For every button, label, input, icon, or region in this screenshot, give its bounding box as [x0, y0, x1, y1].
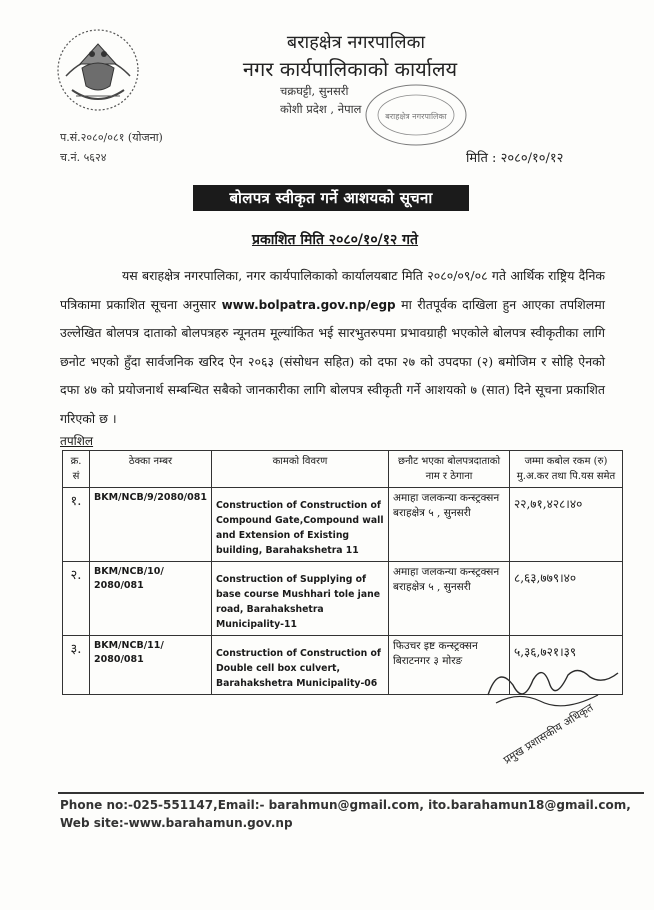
row-bidder: फिउचर इष्ट कन्स्ट्रक्सन बिराटनगर ३ मोरङ	[389, 636, 510, 695]
svg-text:बराहक्षेत्र नगरपालिका: बराहक्षेत्र नगरपालिका	[385, 112, 447, 121]
office-province: कोशी प्रदेश , नेपाल	[280, 102, 362, 116]
body-part2: मा रीतपूर्वक दाखिला हुन आएका तपशिलमा उल्लेखित बोलपत्र दाताको बोलपत्रहरु न्यूनतम मूल्यांकित भई सारभुतरुपमा प्रभावग्राही भएकोले बोलपत्र स्वीकृतीका लागि छनोट भएको हुँदा सार्वजनिक खरिद ऐन २०६३ (संसोधन सहित) को दफा २७ को उपदफा (२) बमोजिम र सोहि ऐनको दफा ४७ को प्रयोजनार्थ सम्बन्धित सबैको जानकारीका लागि बोलपत्र स्वीकृती गर्ने आशयको ७ (सात) दिने सूचना प्रकाशित गरिएको छ ।	[60, 296, 605, 426]
row-bidder: अमाहा जलकन्या कन्स्ट्रक्सन बराहक्षेत्र ५ , सुनसरी	[389, 562, 510, 636]
letter-date: मिति : २०८०/१०/१२	[466, 151, 564, 166]
row-sn: २.	[63, 562, 90, 636]
header-sn: क्र. सं	[63, 451, 90, 488]
table-header-row	[63, 451, 623, 488]
details-label: तपशिल	[60, 434, 94, 448]
row-description: Construction of Construction of Double cell box culvert, Barahakshetra Municipality-06	[211, 636, 388, 695]
table-row	[63, 562, 623, 636]
row-contract-no: BKM/NCB/11/ 2080/081	[90, 636, 212, 695]
footer-contact: Phone no:-025-551147,Email:- barahmun@gmail.com, ito.barahamun18@gmail.com,	[60, 798, 631, 812]
row-sn: १.	[63, 488, 90, 562]
row-sn: ३.	[63, 636, 90, 695]
header-bidder: छनौट भएका बोलपत्रदाताको नाम र ठेगाना	[389, 451, 510, 488]
row-amount: २२,७१,४२८।४०	[510, 488, 623, 562]
office-name: नगर कार्यपालिकाको कार्यालय	[242, 57, 458, 81]
body-part1: यस बराहक्षेत्र नगरपालिका, नगर कार्यपालिकाको कार्यालयबाट मिति २०८०/०९/०८ गते आर्थिक राष्ट्रिय दैनिक पत्रिकामा प्रकाशित सूचना अनुसार	[60, 268, 605, 312]
office-place: चक्रघट्टी, सुनसरी	[280, 84, 349, 98]
footer-website: Web site:-www.barahamun.gov.np	[60, 816, 293, 830]
notice-body	[60, 262, 605, 433]
row-amount: ५,३६,७२१।३९	[510, 636, 623, 695]
notice-title: बोलपत्र स्वीकृत गर्ने आशयको सूचना	[193, 185, 469, 211]
header-contract-no: ठेक्का नम्बर	[90, 451, 212, 488]
dispatch-number: च.नं. ५६२४	[60, 151, 107, 164]
published-date: प्रकाशित मिति २०८०/१०/१२ गते	[251, 232, 419, 248]
row-amount: ८,६३,७७९।४०	[510, 562, 623, 636]
svg-text:प्रमुख प्रशासकीय अधिकृत: प्रमुख प्रशासकीय अधिकृत	[501, 700, 596, 767]
header-amount: जम्मा कबोल रकम (रु) मु.अ.कर तथा पि.यस समेत	[510, 451, 623, 488]
header-description: कामको विवरण	[211, 451, 388, 488]
government-emblem-icon	[52, 24, 144, 116]
footer-divider	[58, 792, 644, 794]
row-contract-no: BKM/NCB/10/ 2080/081	[90, 562, 212, 636]
row-bidder: अमाहा जलकन्या कन्स्ट्रक्सन बराहक्षेत्र ५ , सुनसरी	[389, 488, 510, 562]
row-description: Construction of Construction of Compound Gate,Compound wall and Extension of Existing building, Barahakshetra 11	[211, 488, 388, 562]
letter-number: प.सं.२०८०/०८१ (योजना)	[60, 131, 163, 144]
table-row	[63, 488, 623, 562]
signature-icon	[478, 655, 628, 775]
row-contract-no: BKM/NCB/9/2080/081	[90, 488, 212, 562]
bolpatra-link[interactable]: www.bolpatra.gov.np/egp	[221, 297, 396, 312]
row-description: Construction of Supplying of base course Mushhari tole jane road, Barahakshetra Municipality-11	[211, 562, 388, 636]
office-seal-icon	[360, 80, 472, 150]
org-name: बराहक्षेत्र नगरपालिका	[286, 32, 426, 53]
